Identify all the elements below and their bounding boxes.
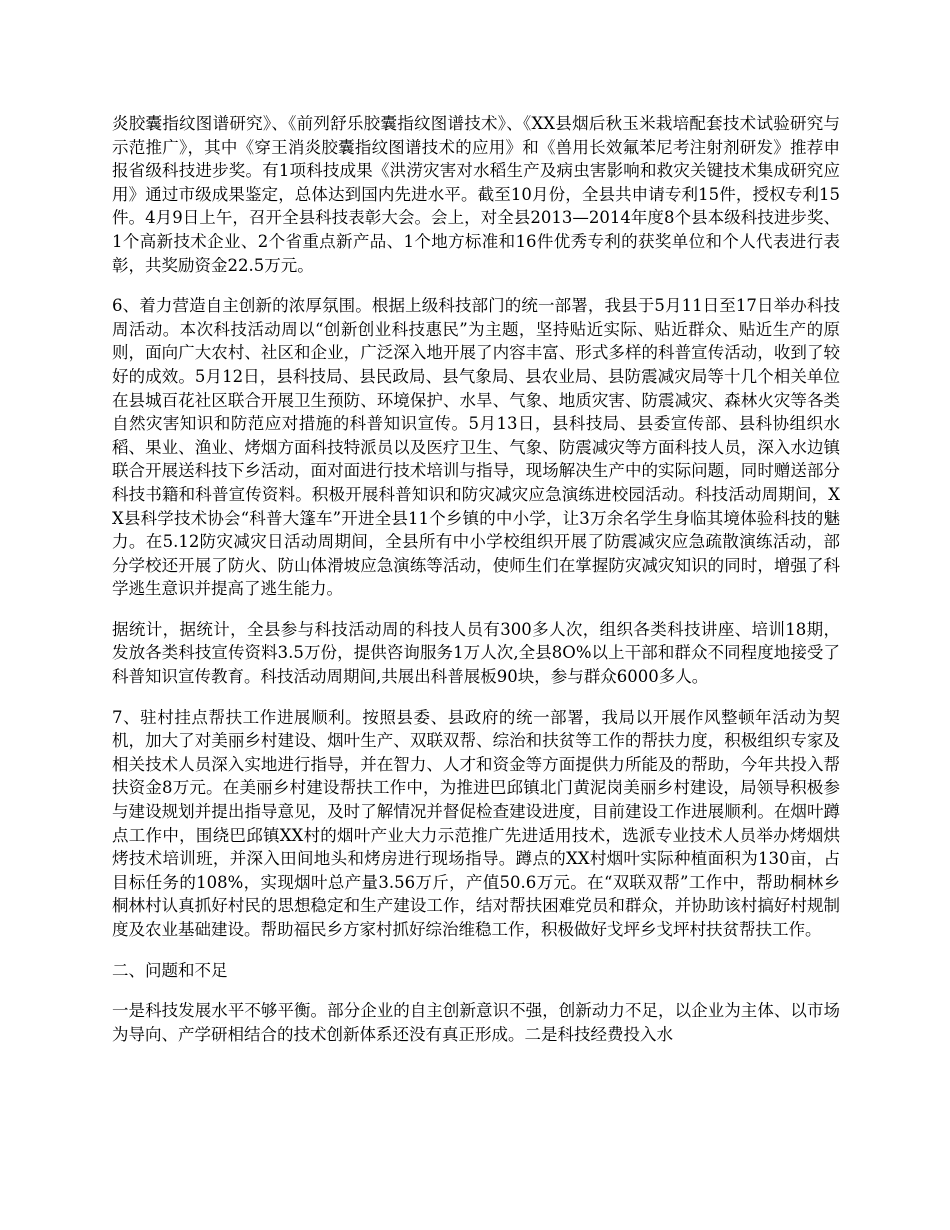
- paragraph-patents-awards: 炎胶囊指纹图谱研究》、《前列舒乐胶囊指纹图谱技术》、《XX县烟后秋玉米栽培配套技术试验研究与示范推广》，其中《穿王消炎胶囊指纹图谱技术的应用》和《兽用长效氟苯尼考注射剂研发》推荐申报省级科技进步奖。有1项科技成果《洪涝灾害对水稻生产及病虫害影响和救灾关键技术集成研究应用》通过市级成果鉴定，总体达到国内先进水平。截至10月份，全县共申请专利15件，授权专利15件。4月9日上午，召开全县科技表彰大会。会上，对全县2013—2014年度8个县本级科技进步奖、1个高新技术企业、2个省重点新产品、1个地方标准和16件优秀专利的获奖单位和个人代表进行表彰，共奖励资金22.5万元。: [112, 114, 840, 275]
- paragraph-problems: 一是科技发展水平不够平衡。部分企业的自主创新意识不强，创新动力不足，以企业为主体、以市场为导向、产学研相结合的技术创新体系还没有真正形成。二是科技经费投入水: [112, 1001, 840, 1044]
- document-page: [112, 112, 840, 1063]
- paragraph-innovation-atmosphere: 6、着力营造自主创新的浓厚氛围。根据上级科技部门的统一部署，我县于5月11日至17日举办科技周活动。本次科技活动周以“创新创业科技惠民”为主题，坚持贴近实际、贴近群众、贴近生产的原则，面向广大农村、社区和企业，广泛深入地开展了内容丰富、形式多样的科普宣传活动，收到了较好的成效。5月12日，县科技局、县民政局、县气象局、县农业局、县防震减灾局等十几个相关单位在县城百花社区联合开展卫生预防、环境保护、水旱、气象、地质灾害、防震减灾、森林火灾等各类自然灾害知识和防范应对措施的科普知识宣传。5月13日，县科技局、县委宣传部、县科协组织水稻、果业、渔业、烤烟方面科技特派员以及医疗卫生、气象、防震减灾等方面科技人员，深入水边镇联合开展送科技下乡活动，面对面进行技术培训与指导，现场解决生产中的实际问题，同时赠送部分科技书籍和科普宣传资料。积极开展科普知识和防灾减灾应急演练进校园活动。科技活动周期间，XX县科学技术协会“科普大篷车”开进全县11个乡镇的中小学，让3万余名学生身临其境体验科技的魅力。在5.12防灾减灾日活动周期间，全县所有中小学校组织开展了防震减灾应急疏散演练活动，部分学校还开展了防火、防山体滑坡应急演练等活动，使师生们在掌握防灾减灾知识的同时，增强了科学逃生意识并提高了逃生能力。: [112, 296, 840, 599]
- paragraph-statistics: 据统计，据统计，全县参与科技活动周的科技人员有300多人次，组织各类科技讲座、培训18期，发放各类科技宣传资料3.5万份，提供咨询服务1万人次,全县8O%以上干部和群众不同程度地接受了科普知识宣传教育。科技活动周期间,共展出科普展板90块，参与群众6000多人。: [112, 619, 840, 687]
- section-heading-problems: 二、问题和不足: [112, 960, 228, 980]
- paragraph-village-assistance: 7、驻村挂点帮扶工作进展顺利。按照县委、县政府的统一部署，我局以开展作风整顿年活动为契机，加大了对美丽乡村建设、烟叶生产、双联双帮、综治和扶贫等工作的帮扶力度，积极组织专家及相关技术人员深入实地进行指导，并在智力、人才和资金等方面提供力所能及的帮助，今年共投入帮扶资金8万元。在美丽乡村建设帮扶工作中，为推进巴邱镇北门黄泥岗美丽乡村建设，局领导积极参与建设规划并提出指导意见，及时了解情况并督促检查建设进度，目前建设工作进展顺利。在烟叶蹲点工作中，围绕巴邱镇XX村的烟叶产业大力示范推广先进适用技术，选派专业技术人员举办烤烟烘烤技术培训班，并深入田间地头和烤房进行现场指导。蹲点的XX村烟叶实际种植面积为130亩，占目标任务的108%，实现烟叶总产量3.56万斤，产值50.6万元。在“双联双帮”工作中，帮助桐林乡桐林村认真抓好村民的思想稳定和生产建设工作，结对帮扶困难党员和群众，并协助该村搞好村规制度及农业基础建设。帮助福民乡方家村抓好综治维稳工作，积极做好戈坪乡戈坪村扶贫帮扶工作。: [112, 707, 840, 939]
